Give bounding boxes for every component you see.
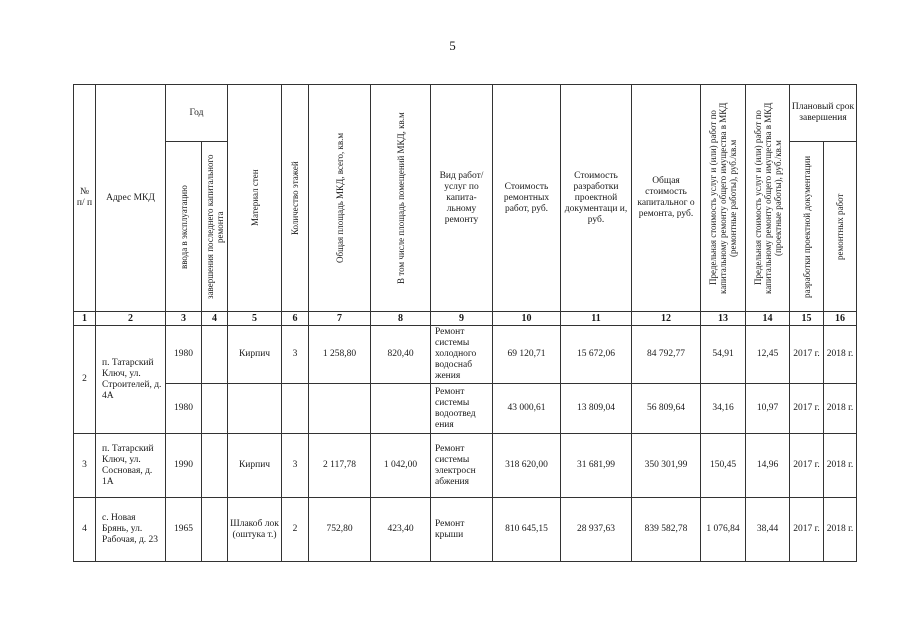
table-row <box>74 498 857 562</box>
row-address: п. Татарский Ключ, ул. Сосновая, д. 1А <box>96 434 166 498</box>
row-repair-cost: 69 120,71 <box>493 326 561 384</box>
row-deadline-design: 2017 г. <box>790 498 824 562</box>
column-number: 2 <box>96 312 166 326</box>
row-wall-material: Кирпич <box>228 434 282 498</box>
column-number-row <box>74 312 857 326</box>
header-premises-area <box>371 85 431 312</box>
header-total-cost: Общая стоимость капитальног о ремонта, руб. <box>632 85 701 312</box>
header-limit-repair <box>701 85 746 312</box>
row-limit-design: 12,45 <box>746 326 790 384</box>
row-limit-repair: 150,45 <box>701 434 746 498</box>
header-year-built <box>166 142 202 312</box>
row-repair-cost: 318 620,00 <box>493 434 561 498</box>
column-number: 3 <box>166 312 202 326</box>
header-deadline-repair-text: ремонтных работ <box>835 193 845 260</box>
row-no: 3 <box>74 434 96 498</box>
row-year-last-repair <box>202 498 228 562</box>
row-total-cost: 56 809,64 <box>632 384 701 434</box>
row-wall-material: Шлакоб лок (оштука т.) <box>228 498 282 562</box>
row-premises-area <box>371 384 431 434</box>
row-limit-design: 38,44 <box>746 498 790 562</box>
row-work-type: Ремонт системы электросн абжения <box>431 434 493 498</box>
header-floors <box>282 85 309 312</box>
row-total-area: 2 117,78 <box>309 434 371 498</box>
row-premises-area: 820,40 <box>371 326 431 384</box>
column-number: 16 <box>824 312 857 326</box>
row-year-last-repair <box>202 326 228 384</box>
column-number: 12 <box>632 312 701 326</box>
header-row-1 <box>74 85 857 142</box>
row-design-cost: 31 681,99 <box>561 434 632 498</box>
header-address: Адрес МКД <box>96 85 166 312</box>
row-year-built: 1965 <box>166 498 202 562</box>
header-premises-area-text: В том числе площадь помещений МКД, кв.м <box>395 112 406 284</box>
row-address: с. Новая Брянь, ул. Рабочая, д. 23 <box>96 498 166 562</box>
row-limit-design: 10,97 <box>746 384 790 434</box>
row-work-type: Ремонт системы водоотвед ения <box>431 384 493 434</box>
row-floors: 3 <box>282 434 309 498</box>
header-floors-text: Количество этажей <box>290 161 300 235</box>
row-premises-area: 423,40 <box>371 498 431 562</box>
column-number: 13 <box>701 312 746 326</box>
header-limit-repair-text: Предельная стоимость услуг и (или) работ по капитальному ремонту общего имущества в МКД (ремонтные работы), руб./кв.м <box>708 102 738 294</box>
column-number: 7 <box>309 312 371 326</box>
column-number: 9 <box>431 312 493 326</box>
row-total-area: 1 258,80 <box>309 326 371 384</box>
row-floors: 3 <box>282 326 309 384</box>
row-no: 4 <box>74 498 96 562</box>
column-number: 14 <box>746 312 790 326</box>
column-number: 6 <box>282 312 309 326</box>
row-year-last-repair <box>202 384 228 434</box>
row-floors: 2 <box>282 498 309 562</box>
row-deadline-repair: 2018 г. <box>824 498 857 562</box>
row-deadline-repair: 2018 г. <box>824 384 857 434</box>
header-total-area-text: Общая площадь МКД, всего, кв.м <box>334 132 345 264</box>
row-wall-material <box>228 384 282 434</box>
row-design-cost: 15 672,06 <box>561 326 632 384</box>
row-limit-repair: 54,91 <box>701 326 746 384</box>
row-total-area: 752,80 <box>309 498 371 562</box>
header-year-last-repair-text: завершения последнего капитального ремонта <box>204 154 225 299</box>
table-row <box>74 326 857 384</box>
row-total-cost: 84 792,77 <box>632 326 701 384</box>
column-number: 15 <box>790 312 824 326</box>
row-total-cost: 350 301,99 <box>632 434 701 498</box>
row-year-last-repair <box>202 434 228 498</box>
row-year-built: 1980 <box>166 326 202 384</box>
column-number: 10 <box>493 312 561 326</box>
row-address: п. Татарский Ключ, ул. Строителей, д. 4А <box>96 326 166 434</box>
header-deadline-group: Плановый срок завершения <box>790 85 857 142</box>
header-total-area <box>309 85 371 312</box>
header-limit-design-text: Предельная стоимость услуг и (или) работ по капитальному ремонту общего имущества в МКД (проектные работы), руб./кв.м <box>752 102 783 294</box>
row-deadline-design: 2017 г. <box>790 326 824 384</box>
row-deadline-design: 2017 г. <box>790 384 824 434</box>
row-wall-material: Кирпич <box>228 326 282 384</box>
row-work-type: Ремонт крыши <box>431 498 493 562</box>
header-year-group: Год <box>166 85 228 142</box>
table-row <box>74 434 857 498</box>
row-work-type: Ремонт системы холодного водоснаб жения <box>431 326 493 384</box>
header-wall-material-text: Материал стен <box>249 169 260 227</box>
row-deadline-repair: 2018 г. <box>824 434 857 498</box>
row-total-area <box>309 384 371 434</box>
row-year-built: 1990 <box>166 434 202 498</box>
repair-schedule-table <box>73 84 857 562</box>
row-repair-cost: 810 645,15 <box>493 498 561 562</box>
header-year-built-text: ввода в эксплуатацию <box>178 184 189 269</box>
row-repair-cost: 43 000,61 <box>493 384 561 434</box>
table-row <box>74 384 857 434</box>
header-wall-material <box>228 85 282 312</box>
row-limit-repair: 1 076,84 <box>701 498 746 562</box>
header-design-cost: Стоимость разработки проектной документаци и, руб. <box>561 85 632 312</box>
header-work-type: Вид работ/ услуг по капита- льному ремонту <box>431 85 493 312</box>
header-deadline-design-text: разработки проектной документации <box>801 155 812 298</box>
row-premises-area: 1 042,00 <box>371 434 431 498</box>
header-limit-design <box>746 85 790 312</box>
row-no: 2 <box>74 326 96 434</box>
row-design-cost: 28 937,63 <box>561 498 632 562</box>
row-year-built: 1980 <box>166 384 202 434</box>
row-floors <box>282 384 309 434</box>
column-number: 11 <box>561 312 632 326</box>
row-limit-design: 14,96 <box>746 434 790 498</box>
column-number: 8 <box>371 312 431 326</box>
row-design-cost: 13 809,04 <box>561 384 632 434</box>
row-total-cost: 839 582,78 <box>632 498 701 562</box>
header-repair-cost: Стоимость ремонтных работ, руб. <box>493 85 561 312</box>
header-deadline-design <box>790 142 824 312</box>
column-number: 5 <box>228 312 282 326</box>
row-deadline-design: 2017 г. <box>790 434 824 498</box>
header-year-last-repair <box>202 142 228 312</box>
column-number: 4 <box>202 312 228 326</box>
column-number: 1 <box>74 312 96 326</box>
page-number: 5 <box>449 38 456 53</box>
row-deadline-repair: 2018 г. <box>824 326 857 384</box>
header-no: № п/ п <box>74 85 96 312</box>
row-limit-repair: 34,16 <box>701 384 746 434</box>
header-deadline-repair <box>824 142 857 312</box>
